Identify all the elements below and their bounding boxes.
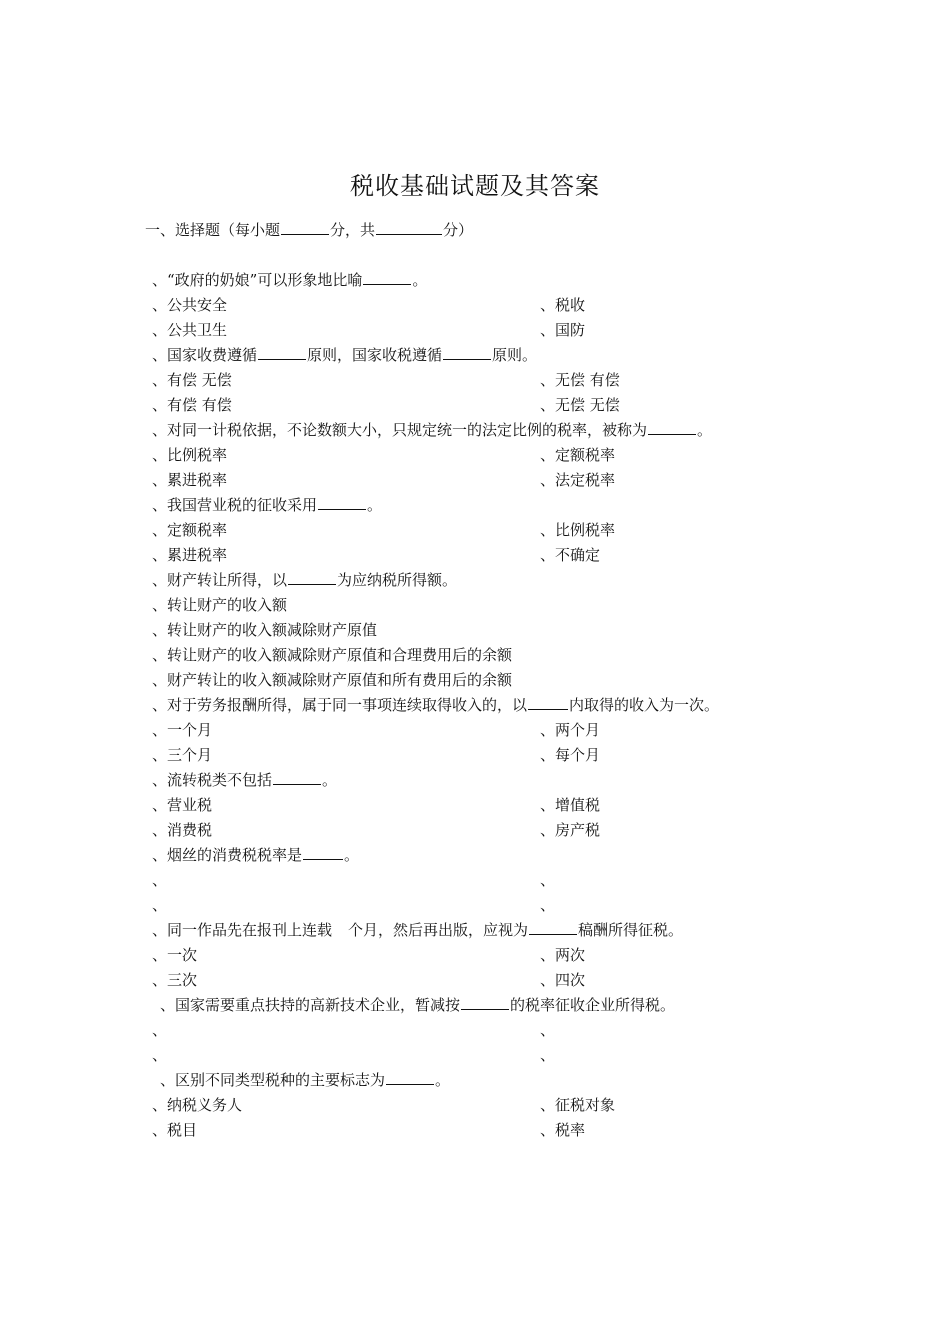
option-c: 、	[152, 1046, 168, 1064]
option-row	[152, 393, 620, 418]
option-row	[152, 943, 586, 968]
answer-blank	[303, 843, 343, 860]
option-row	[152, 1018, 556, 1043]
option-row	[152, 443, 616, 468]
option-c: 、累进税率	[152, 471, 228, 489]
option-row	[152, 293, 586, 318]
option-d: 、无偿 无偿	[540, 396, 620, 414]
option-c: 、三个月	[152, 746, 213, 764]
option-a: 、比例税率	[152, 446, 228, 464]
option-b: 、转让财产的收入额减除财产原值	[152, 621, 378, 639]
option-row	[152, 1093, 616, 1118]
question-8: 、烟丝的消费税税率是 。	[152, 843, 359, 868]
question-1: 、“政府的奶娘”可以形象地比喻 。	[152, 268, 427, 293]
section-heading: 一、选择题（每小题 分，共 分）	[145, 218, 473, 243]
answer-blank	[288, 568, 336, 585]
question-6: 、对于劳务报酬所得，属于同一事项连续取得收入的，以 内取得的收入为一次。	[152, 693, 719, 718]
option-a: 、	[152, 871, 168, 889]
answer-blank	[528, 693, 568, 710]
option-row	[152, 368, 620, 393]
option-d: 、财产转让的收入额减除财产原值和所有费用后的余额	[152, 671, 513, 689]
option-a: 、一个月	[152, 721, 213, 739]
option-b: 、增值税	[540, 796, 601, 814]
question-5: 、财产转让所得，以 为应纳税所得额。	[152, 568, 457, 593]
option-row	[152, 1118, 586, 1143]
option-row	[152, 318, 586, 343]
question-9: 、同一作品先在报刊上连载 个月，然后再出版，应视为 稿酬所得征税。	[152, 918, 683, 943]
question-3: 、对同一计税依据，不论数额大小，只规定统一的法定比例的税率，被称为 。	[152, 418, 712, 443]
option-d: 、	[540, 1046, 556, 1064]
page-title: 税收基础试题及其答案	[350, 172, 600, 200]
answer-blank	[273, 768, 321, 785]
answer-blank	[648, 418, 696, 435]
option-b: 、	[540, 871, 556, 889]
question-2: 、国家收费遵循 原则，国家收税遵循 原则。	[152, 343, 537, 368]
option-c: 、有偿 有偿	[152, 396, 232, 414]
option-a: 、定额税率	[152, 521, 228, 539]
option-d: 、税率	[540, 1121, 586, 1139]
option-a: 、有偿 无偿	[152, 371, 232, 389]
option-a: 、营业税	[152, 796, 213, 814]
option-row	[152, 868, 556, 893]
answer-blank	[376, 218, 442, 235]
question-10: 、国家需要重点扶持的高新技术企业，暂减按 的税率征收企业所得税。	[160, 993, 675, 1018]
option-c: 、消费税	[152, 821, 213, 839]
option-row	[152, 968, 586, 993]
option-c: 、税目	[152, 1121, 198, 1139]
option-d: 、房产税	[540, 821, 601, 839]
option-d: 、每个月	[540, 746, 601, 764]
option-row	[152, 543, 601, 568]
option-c: 、转让财产的收入额减除财产原值和合理费用后的余额	[152, 646, 513, 664]
option-row	[152, 793, 601, 818]
option-row	[152, 718, 601, 743]
answer-blank	[363, 268, 411, 285]
option-d: 、不确定	[540, 546, 601, 564]
option-b: 、无偿 有偿	[540, 371, 620, 389]
option-row	[152, 818, 601, 843]
option-b: 、两个月	[540, 721, 601, 739]
option-b: 、	[540, 1021, 556, 1039]
option-d: 、	[540, 896, 556, 914]
option-a: 、一次	[152, 946, 198, 964]
option-row	[152, 893, 556, 918]
answer-blank	[443, 343, 491, 360]
question-11: 、区别不同类型税种的主要标志为 。	[160, 1068, 450, 1093]
option-a: 、	[152, 1021, 168, 1039]
option-d: 、法定税率	[540, 471, 616, 489]
option-a: 、公共安全	[152, 296, 228, 314]
option-b: 、定额税率	[540, 446, 616, 464]
question-4: 、我国营业税的征收采用 。	[152, 493, 382, 518]
option-d: 、国防	[540, 321, 586, 339]
option-c: 、公共卫生	[152, 321, 228, 339]
option-d: 、四次	[540, 971, 586, 989]
option-c: 、累进税率	[152, 546, 228, 564]
option-b: 、税收	[540, 296, 586, 314]
option-row	[152, 1043, 556, 1068]
question-7: 、流转税类不包括 。	[152, 768, 337, 793]
answer-blank	[461, 993, 509, 1010]
answer-blank	[281, 218, 329, 235]
option-row	[152, 468, 616, 493]
option-a: 、纳税义务人	[152, 1096, 243, 1114]
option-c: 、	[152, 896, 168, 914]
answer-blank	[318, 493, 366, 510]
answer-blank	[529, 918, 577, 935]
answer-blank	[386, 1068, 434, 1085]
answer-blank	[258, 343, 306, 360]
option-row	[152, 518, 616, 543]
option-c: 、三次	[152, 971, 198, 989]
option-b: 、两次	[540, 946, 586, 964]
option-b: 、征税对象	[540, 1096, 616, 1114]
option-b: 、比例税率	[540, 521, 616, 539]
option-a: 、转让财产的收入额	[152, 596, 288, 614]
option-row	[152, 743, 601, 768]
